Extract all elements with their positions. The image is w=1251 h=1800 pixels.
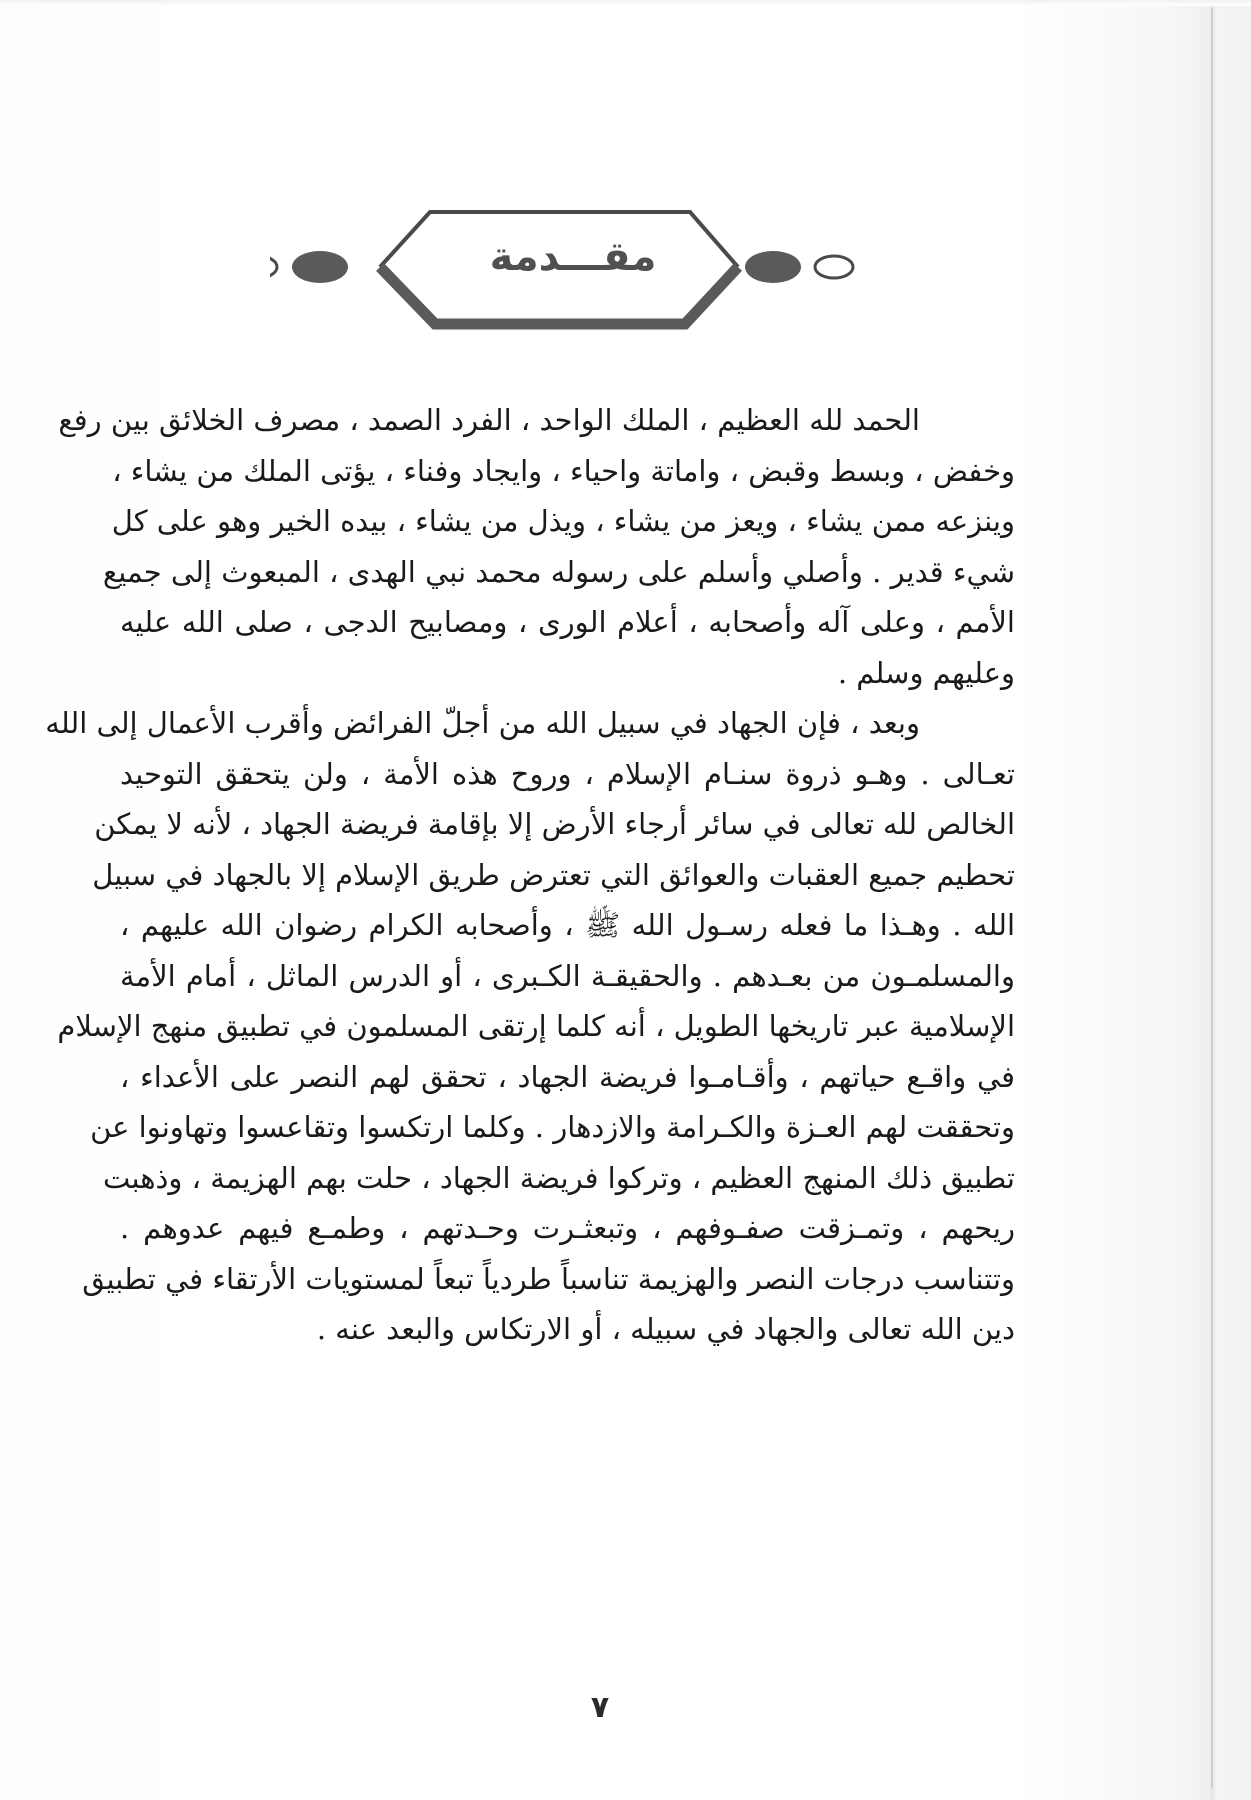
text-line: وتحققت لهم العـزة والكـرامة والازدهار . وكلما ارتكسوا وتقاعسوا وتهاونوا عن bbox=[90, 1110, 1015, 1144]
text-line: الأمم ، وعلى آله وأصحابه ، أعلام الورى ، ومصابيح الدجى ، صلى الله عليه bbox=[120, 605, 1015, 639]
text-line: وينزعه ممن يشاء ، ويعز من يشاء ، ويذل من يشاء ، بيده الخير وهو على كل bbox=[111, 504, 1015, 538]
page-number: ٧ bbox=[590, 1690, 610, 1725]
text-line: شيء قدير . وأصلي وأسلم على رسوله محمد نبي الهدى ، المبعوث إلى جميع bbox=[102, 554, 1015, 589]
text-line: تعـالى . وهـو ذروة سنـام الإسلام ، وروح هذه الأمة ، ولن يتحقق التوحيد bbox=[120, 756, 1015, 791]
body-text bbox=[45, 395, 1015, 1355]
paragraph bbox=[58, 395, 1015, 698]
page-title: مقـــدمة bbox=[489, 234, 657, 280]
right-hollow-oval-icon bbox=[815, 256, 853, 278]
text-line: وعليهم وسلم . bbox=[837, 655, 1015, 690]
text-line: ريحهم ، وتمـزقت صفـوفهم ، وتبعثـرت وحـدتهم ، وطمـع فيهم عدوهم . bbox=[120, 1211, 1015, 1245]
left-hollow-oval-icon bbox=[270, 256, 277, 278]
text-line: الخالص لله تعالى في سائر أرجاء الأرض إلا بإقامة فريضة الجهاد ، لأنه لا يمكن bbox=[94, 807, 1015, 841]
text-line: وخفض ، وبسط وقبض ، واماتة واحياء ، وايجاد وفناء ، يؤتى الملك من يشاء ، bbox=[112, 453, 1015, 488]
right-filled-oval-icon bbox=[745, 251, 801, 283]
paragraph bbox=[45, 698, 1015, 1355]
text-line: في واقـع حياتهم ، وأقـامـوا فريضة الجهاد ، تحقق لهم النصر على الأعداء ، bbox=[120, 1059, 1015, 1094]
page-top-edge bbox=[0, 0, 1251, 6]
text-line: الله . وهـذا ما فعله رسـول الله ﷺ ، وأصحابه الكرام رضوان الله عليهم ، bbox=[120, 908, 1015, 942]
text-line: الحمد لله العظيم ، الملك الواحد ، الفرد الصمد ، مصرف الخلائق بين رفع bbox=[58, 403, 920, 437]
page-gutter-fold bbox=[1211, 8, 1213, 1788]
text-line: تحطيم جميع العقبات والعوائق التي تعترض طريق الإسلام إلا بالجهاد في سبيل bbox=[92, 857, 1015, 892]
left-filled-oval-icon bbox=[292, 251, 348, 283]
text-line: والمسلمـون من بعـدهم . والحقيقـة الكـبرى ، أو الدرس الماثل ، أمام الأمة bbox=[120, 958, 1015, 993]
text-line: الإسلامية عبر تاريخها الطويل ، أنه كلما إرتقى المسلمون في تطبيق منهج الإسلام bbox=[57, 1009, 1015, 1043]
text-line: تطبيق ذلك المنهج العظيم ، وتركوا فريضة الجهاد ، حلت بهم الهزيمة ، وذهبت bbox=[103, 1160, 1015, 1195]
text-line: وتتناسب درجات النصر والهزيمة تناسباً طردياً تبعاً لمستويات الأرتقاء في تطبيق bbox=[82, 1261, 1015, 1296]
text-line: وبعد ، فإن الجهاد في سبيل الله من أجلّ الفرائض وأقرب الأعمال إلى الله bbox=[45, 706, 920, 740]
text-line: دين الله تعالى والجهاد في سبيله ، أو الارتكاس والبعد عنه . bbox=[316, 1312, 1015, 1346]
